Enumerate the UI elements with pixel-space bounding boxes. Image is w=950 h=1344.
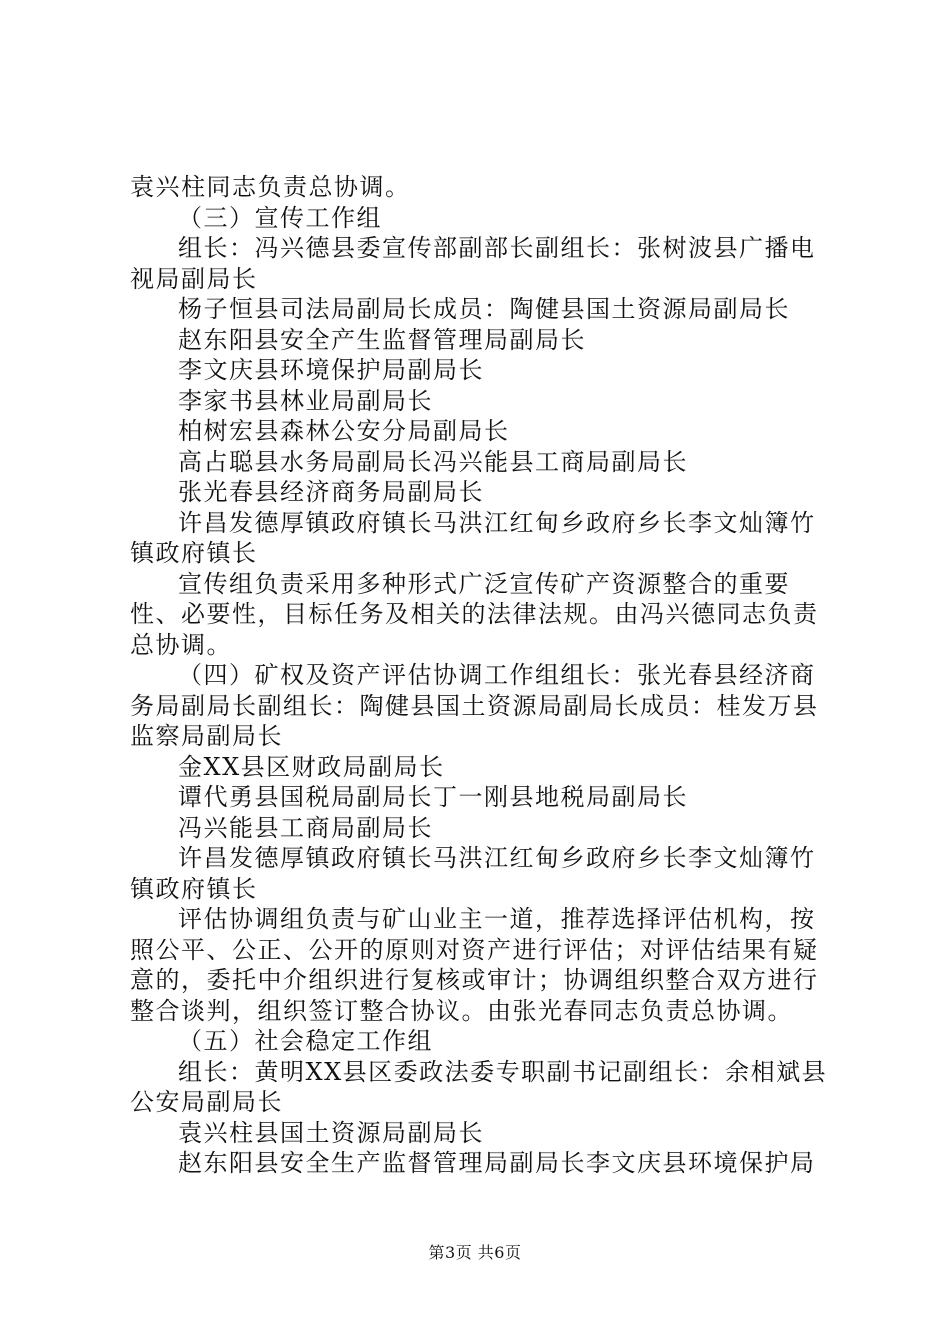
text-line: 组长：黄明XX县区委政法委专职副书记副组长：余相斌县公安局副局长 [130,1057,828,1116]
text-line: 谭代勇县国税局副局长丁一刚县地税局副局长 [178,783,688,811]
paragraph: 宣传组负责采用多种形式广泛宣传矿产资源整合的重要性、必要性，目标任务及相关的法律法规。由冯兴德同志负责总协调。 [130,569,819,659]
text-line: 赵东阳县安全生产监督管理局副局长李文庆县环境保护局 [178,1149,816,1177]
section-heading: （五）社会稳定工作组 [178,1027,433,1055]
text-line: 组长：冯兴德县委宣传部副部长副组长：张树波县广播电视局副局长 [130,234,816,293]
text-line: 许昌发德厚镇政府镇长马洪江红甸乡政府乡长李文灿簿竹镇政府镇长 [130,508,816,567]
paragraph: 评估协调组负责与矿山业主一道，推荐选择评估机构，按照公平、公正、公开的原则对资产进行评估；对评估结果有疑意的，委托中介组织进行复核或审计；协调组织整合双方进行整合谈判，组织签订整合协议。由张光春同志负责总协调。 [130,905,819,1025]
text-line: 高占聪县水务局副局长冯兴能县工商局副局长 [178,447,688,476]
text-line: 许昌发德厚镇政府镇长马洪江红甸乡政府乡长李文灿簿竹镇政府镇长 [130,844,816,903]
section-heading: （三）宣传工作组 [178,203,382,232]
text-line: 李家书县林业局副局长 [178,386,433,415]
page-footer: 第3页 共6页 [428,1243,522,1262]
text-line: 冯兴能县工商局副局长 [178,813,433,842]
text-line: 李文庆县环境保护局副局长 [178,356,484,384]
text-line: 金XX县区财政局副局长 [178,752,445,781]
text-line: 柏树宏县森林公安分局副局长 [178,417,510,445]
document-body [130,172,830,1179]
text-line: 赵东阳县安全产生监督管理局副局长 [178,325,586,354]
section-heading: （四）矿权及资产评估协调工作组组长：张光春县经济商务局副局长副组长：陶健县国土资源局副局长成员：桂发万县监察局副局长 [130,661,819,750]
text-line: 杨子恒县司法局副局长成员：陶健县国土资源局副局长 [178,295,790,323]
text-line: 张光春县经济商务局副局长 [178,478,484,506]
text-line: 袁兴柱同志负责总协调。 [130,173,411,201]
text-line: 袁兴柱县国土资源局副局长 [178,1118,484,1147]
